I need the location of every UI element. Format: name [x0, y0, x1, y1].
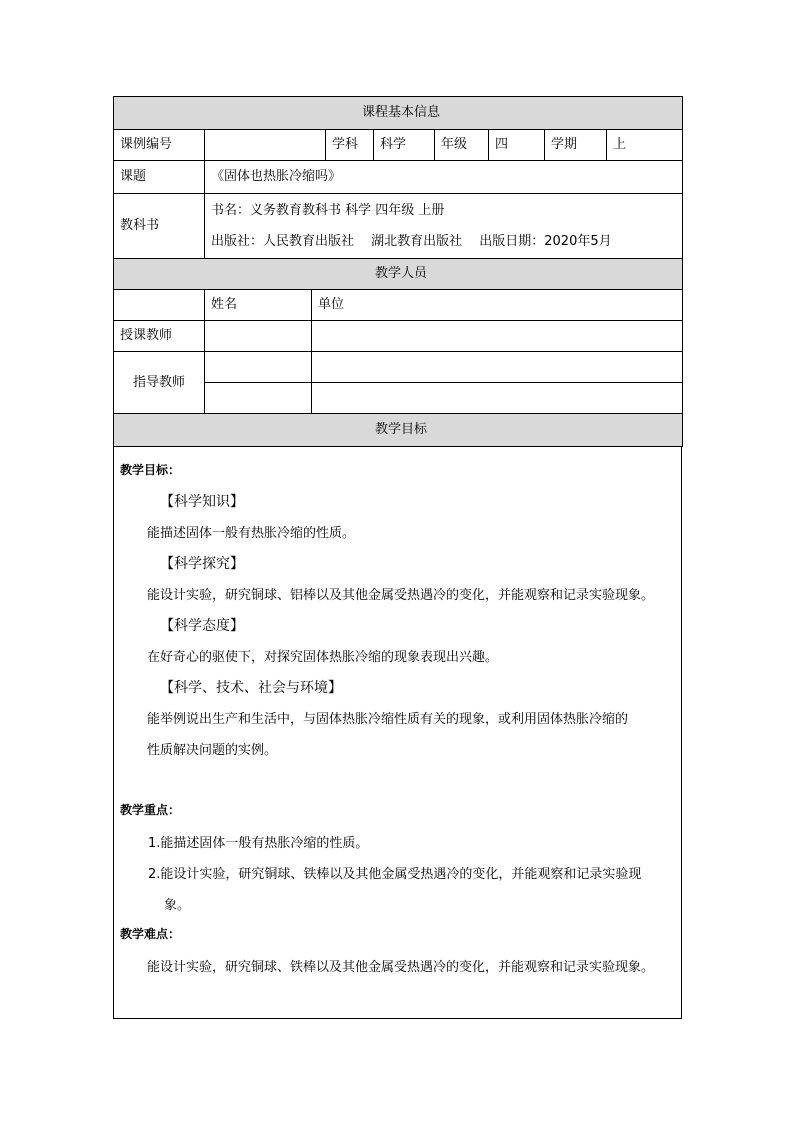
attitude-heading: 【科学态度】: [160, 618, 244, 634]
textbook-line2: 出版社：人民教育出版社 湖北教育出版社 出版日期：2020年5月: [211, 234, 612, 249]
key-point-2-line1: 2.能设计实验，研究铜球、铁棒以及其他金属受热遇冷的变化，并能观察和记录实验现: [148, 867, 642, 882]
advisor-name-cell-1: [205, 352, 312, 383]
lesson-plan-sheet: [113, 96, 682, 1019]
case-no-value: [205, 130, 326, 161]
goals-title: 教学目标：: [120, 463, 181, 477]
subject-label: 学科: [326, 130, 374, 161]
teacher-label: 授课教师: [114, 321, 205, 352]
teacher-name-cell: [205, 321, 312, 352]
info-table: [113, 96, 683, 447]
inquiry-text: 能设计实验，研究铜球、铝棒以及其他金属受热遇冷的变化，并能观察和记录实验现象。: [147, 588, 655, 603]
advisor-unit-cell-2: [312, 383, 683, 414]
staff-blank-cell: [114, 290, 205, 321]
stse-heading: 【科学、技术、社会与环境】: [160, 680, 342, 696]
goals-header: 教学目标: [114, 414, 683, 447]
key-point-1: 1.能描述固体一般有热胀冷缩的性质。: [148, 836, 369, 851]
key-points-title: 教学重点：: [120, 803, 181, 817]
topic-label: 课题: [114, 161, 205, 194]
staff-header: 教学人员: [114, 259, 683, 290]
basic-info-header: 课程基本信息: [114, 97, 683, 130]
term-value: 上: [607, 130, 683, 161]
stse-text-line2: 性质解决问题的实例。: [147, 743, 278, 758]
topic-value: 《固体也热胀冷缩吗》: [205, 161, 683, 194]
difficulty-title: 教学难点：: [120, 927, 181, 941]
subject-value: 科学: [374, 130, 435, 161]
inquiry-heading: 【科学探究】: [160, 556, 244, 572]
grade-value: 四: [489, 130, 545, 161]
key-point-2-line2: 象。: [164, 898, 191, 913]
case-no-label: 课例编号: [114, 130, 205, 161]
grade-label: 年级: [435, 130, 489, 161]
textbook-line1: 书名：义务教育教科书 科学 四年级 上册: [211, 203, 445, 218]
advisor-label: 指导教师: [114, 352, 205, 414]
advisor-name-cell-2: [205, 383, 312, 414]
goals-content: [113, 447, 682, 1019]
knowledge-text: 能描述固体一般有热胀冷缩的性质。: [147, 526, 356, 541]
unit-column-header: 单位: [312, 290, 683, 321]
advisor-unit-cell-1: [312, 352, 683, 383]
name-column-header: 姓名: [205, 290, 312, 321]
term-label: 学期: [545, 130, 607, 161]
teacher-unit-cell: [312, 321, 683, 352]
stse-text-line1: 能举例说出生产和生活中，与固体热胀冷缩性质有关的现象，或利用固体热胀冷缩的: [147, 712, 629, 727]
difficulty-text: 能设计实验，研究铜球、铁棒以及其他金属受热遇冷的变化，并能观察和记录实验现象。: [147, 960, 655, 975]
knowledge-heading: 【科学知识】: [160, 494, 244, 510]
textbook-label: 教科书: [114, 194, 205, 259]
attitude-text: 在好奇心的驱使下，对探究固体热胀冷缩的现象表现出兴趣。: [147, 650, 499, 665]
textbook-info: [205, 194, 683, 259]
